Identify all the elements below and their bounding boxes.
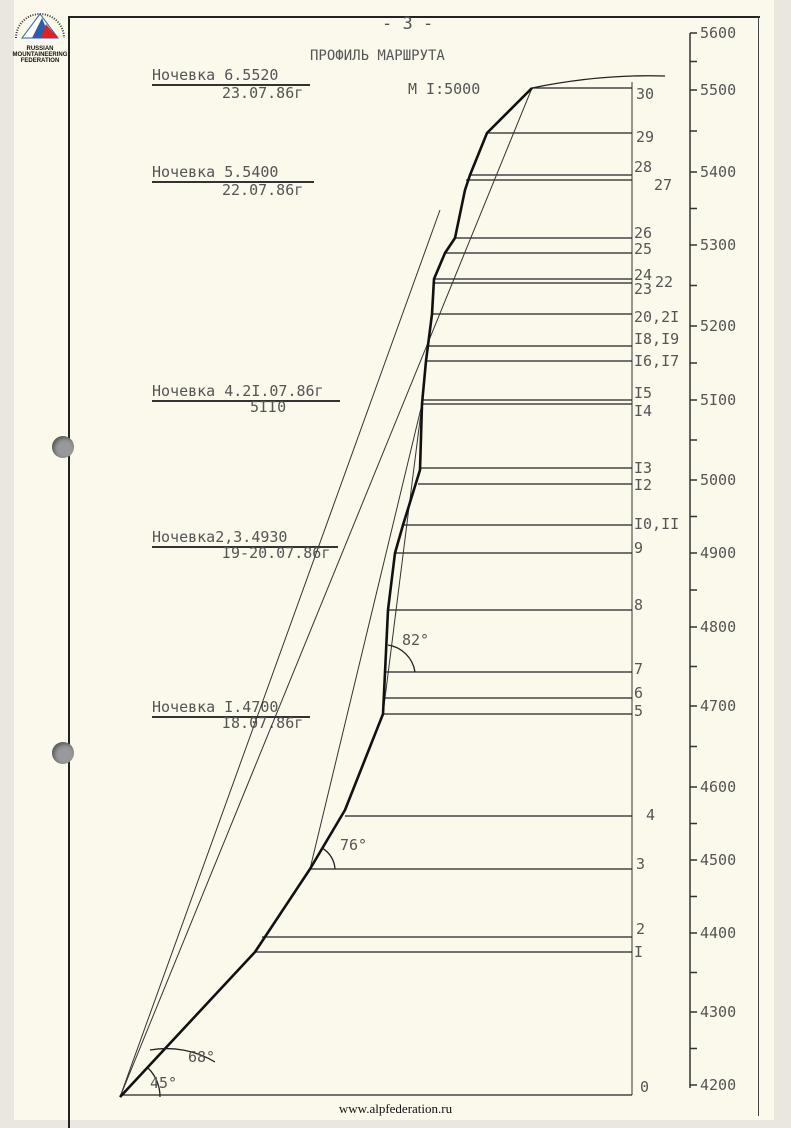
camp-2-3-label: Ночевка2,3.4930 (152, 528, 338, 548)
point-label: 29 (636, 128, 655, 146)
altitude-tick-label: 5500 (700, 81, 737, 99)
altitude-tick-label: 4400 (700, 924, 737, 942)
point-label: I2 (634, 476, 653, 494)
point-label: 6 (634, 684, 644, 702)
angle-arc (322, 848, 335, 869)
point-label: I8,I9 (634, 330, 680, 348)
point-label: I6,I7 (634, 352, 680, 370)
guide-line (383, 404, 422, 714)
point-label: I3 (634, 459, 653, 477)
camp-1-date: I8.07.86г (222, 714, 304, 732)
point-label: 3 (636, 855, 646, 873)
footer-url: www.alpfederation.ru (338, 1101, 453, 1116)
point-label: 28 (634, 158, 653, 176)
guide-line (120, 210, 440, 1097)
point-label: 27 (654, 176, 673, 194)
point-label: 24 (634, 266, 653, 284)
camp-6-label: Ночевка 6.5520 (152, 66, 310, 86)
angle-label: 68° (188, 1048, 216, 1066)
altitude-tick-label: 4200 (700, 1076, 737, 1094)
altitude-tick-label: 4700 (700, 697, 737, 715)
altitude-tick-label: 5300 (700, 236, 737, 254)
point-label: 26 (634, 224, 653, 242)
guide-line (120, 88, 532, 1097)
scale-label: М I:5000 (408, 80, 481, 98)
altitude-tick-label: 4500 (700, 851, 737, 869)
point-label: 0 (640, 1078, 650, 1096)
point-label: I5 (634, 384, 653, 402)
angle-arc (388, 645, 415, 672)
point-label: I0,II (634, 515, 680, 533)
camp-2-3-date: I9-20.07.86г (222, 544, 331, 562)
point-label: 4 (646, 806, 656, 824)
point-label: 8 (634, 596, 644, 614)
altitude-tick-label: 5I00 (700, 391, 737, 409)
diagram-title: ПРОФИЛЬ МАРШРУТА (310, 48, 445, 64)
altitude-tick-label: 5000 (700, 471, 737, 489)
angle-label: 45° (150, 1074, 178, 1092)
point-label: I4 (634, 402, 653, 420)
logo-line2: MOUNTAINEERING (12, 52, 68, 58)
point-label: 30 (636, 85, 655, 103)
page-number: - 3 - (382, 14, 434, 34)
point-label: 5 (634, 702, 644, 720)
altitude-tick-label: 5200 (700, 317, 737, 335)
altitude-tick-label: 4300 (700, 1003, 737, 1021)
altitude-tick-label: 5400 (700, 163, 737, 181)
logo-line3: FEDERATION (20, 58, 60, 64)
camp-5-date: 22.07.86г (222, 181, 304, 199)
point-label: 7 (634, 660, 644, 678)
point-label: 23 (634, 280, 653, 298)
altitude-tick-label: 4800 (700, 618, 737, 636)
point-label: 22 (655, 273, 674, 291)
point-label: 25 (634, 240, 653, 258)
angle-label: 82° (402, 631, 430, 649)
camp-5-label: Ночевка 5.5400 (152, 163, 314, 183)
point-label: 20,2I (634, 308, 680, 326)
logo-line1: RUSSIAN (26, 46, 54, 52)
camp-4-label: Ночевка 4.2I.07.86г (152, 382, 340, 402)
altitude-tick-label: 4900 (700, 544, 737, 562)
camp-4-altitude: 5II0 (250, 398, 287, 416)
point-label: 2 (636, 920, 646, 938)
camp-6-date: 23.07.86г (222, 84, 304, 102)
point-label: I (634, 943, 644, 961)
camp-1-label: Ночевка I.4700 (152, 698, 310, 718)
altitude-tick-label: 5600 (700, 24, 737, 42)
altitude-tick-label: 4600 (700, 778, 737, 796)
angle-label: 76° (340, 836, 368, 854)
point-label: 9 (634, 539, 644, 557)
